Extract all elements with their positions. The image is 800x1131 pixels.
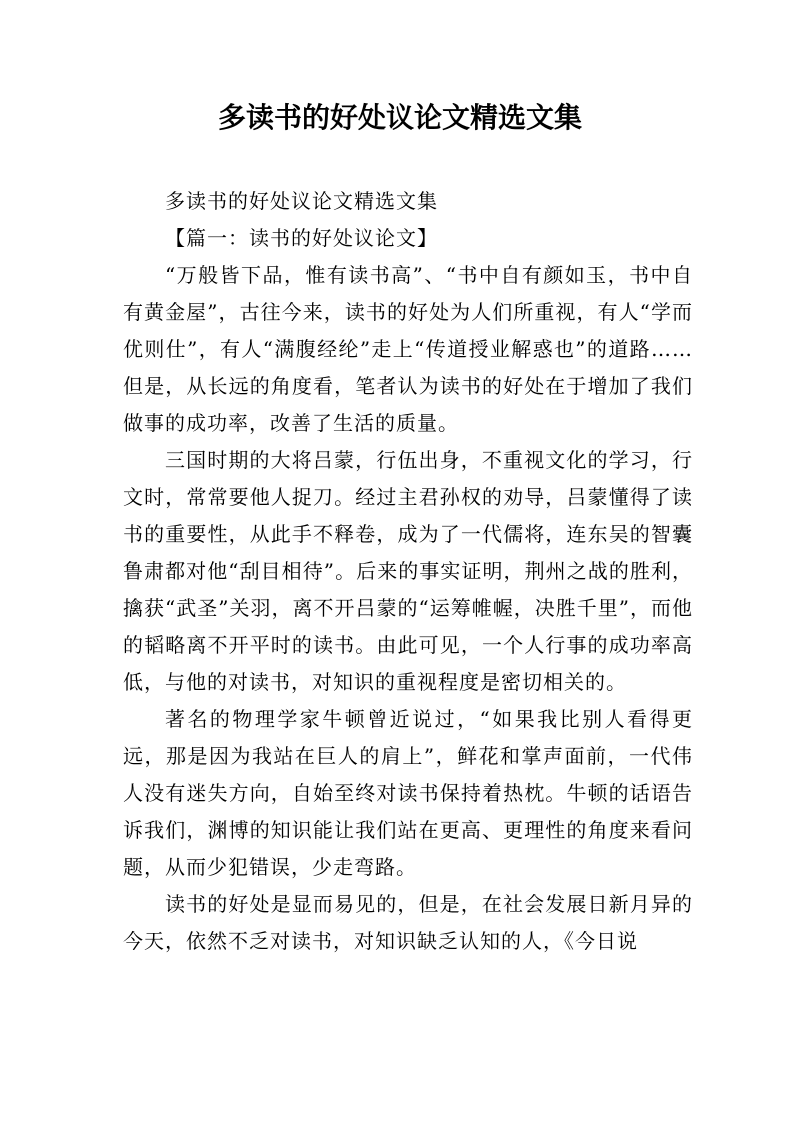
- document-body: [123, 183, 693, 960]
- paragraph: 三国时期的大将吕蒙，行伍出身，不重视文化的学习，行文时，常常要他人捉刀。经过主君孙权的劝导，吕蒙懂得了读书的重要性，从此手不释卷，成为了一代儒将，连东吴的智囊鲁肃都对他“刮目相待”。后来的事实证明，荆州之战的胜利，擒获“武圣”关羽，离不开吕蒙的“运筹帷幄，决胜千里”，而他的韬略离不开平时的读书。由此可见，一个人行事的成功率高低，与他的对读书，对知识的重视程度是密切相关的。: [123, 448, 693, 694]
- paragraph-section-heading: 【篇一：读书的好处议论文】: [165, 226, 438, 250]
- paragraph: 著名的物理学家牛顿曾近说过，“如果我比别人看得更远，那是因为我站在巨人的肩上”，鲜花和掌声面前，一代伟人没有迷失方向，自始至终对读书保持着热枕。牛顿的话语告诉我们，渊博的知识能让我们站在更高、更理性的角度来看问题，从而少犯错误，少走弯路。: [123, 707, 693, 879]
- paragraph-subtitle: 多读书的好处议论文精选文集: [165, 189, 438, 213]
- paragraph: “万般皆下品，惟有读书高”、“书中自有颜如玉，书中自有黄金屋”，古往今来，读书的好处为人们所重视，有人“学而优则仕”，有人“满腹经纶”走上“传道授业解惑也”的道路……但是，从长远的角度看，笔者认为读书的好处在于增加了我们做事的成功率，改善了生活的质量。: [123, 263, 693, 435]
- document-title: 多读书的好处议论文精选文集: [217, 101, 582, 134]
- paragraph: 读书的好处是显而易见的，但是，在社会发展日新月异的今天，依然不乏对读书，对知识缺乏认知的人，《今日说: [123, 892, 693, 953]
